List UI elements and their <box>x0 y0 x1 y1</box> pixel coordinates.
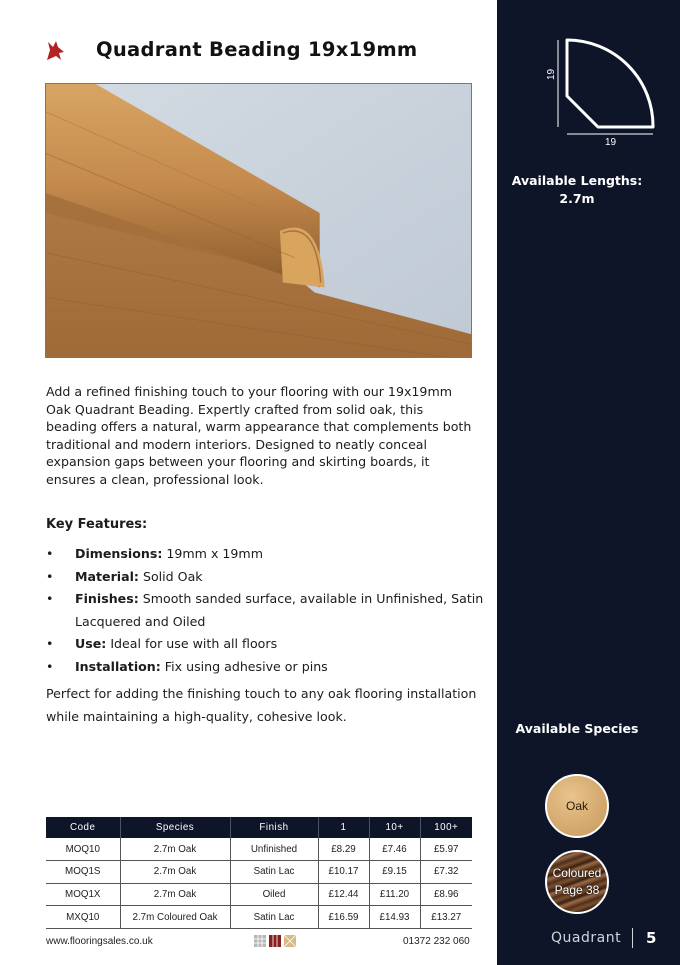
species-swatch-oak[interactable] <box>545 774 609 838</box>
feature-label: Finishes: <box>75 591 139 607</box>
col-finish: Finish <box>230 817 318 838</box>
cell-code: MXQ10 <box>46 906 120 929</box>
key-features-title: Key Features: <box>46 517 148 532</box>
cell-price-100: £5.97 <box>420 838 472 861</box>
cell-species: 2.7m Oak <box>120 861 230 884</box>
cell-price-10: £7.46 <box>369 838 420 861</box>
profile-width-label: 19 <box>605 137 617 148</box>
cell-species: 2.7m Coloured Oak <box>120 906 230 929</box>
footer-phone: 01372 232 060 <box>403 936 470 947</box>
feature-item <box>46 588 486 633</box>
col-species: Species <box>120 817 230 838</box>
cell-price-10: £9.15 <box>369 861 420 884</box>
cell-code: MOQ1S <box>46 861 120 884</box>
col-price-1: 1 <box>318 817 369 838</box>
feature-text: 19mm x 19mm <box>162 546 263 561</box>
section-label: Quadrant <box>551 930 622 946</box>
fox-logo-icon <box>44 38 66 62</box>
cell-code: MOQ1X <box>46 883 120 906</box>
feature-label: Installation: <box>75 658 161 674</box>
cell-price-1: £12.44 <box>318 883 369 906</box>
feature-text: Ideal for use with all floors <box>106 636 278 652</box>
feature-text: Fix using adhesive or pins <box>160 658 328 674</box>
cell-price-100: £8.96 <box>420 883 472 906</box>
col-price-100: 100+ <box>420 817 472 838</box>
price-table <box>46 817 472 929</box>
table-row <box>46 861 472 884</box>
available-species-title: Available Species <box>515 721 639 736</box>
cell-price-10: £11.20 <box>369 883 420 906</box>
species-label: Oak <box>565 798 588 813</box>
feature-item <box>46 633 486 656</box>
table-row <box>46 906 472 929</box>
available-lengths-value: 2.7m <box>559 191 595 206</box>
feature-text: Solid Oak <box>138 568 203 584</box>
feature-label: Dimensions: <box>75 546 163 561</box>
cell-price-100: £13.27 <box>420 906 472 929</box>
cell-price-1: £16.59 <box>318 906 369 929</box>
quadrant-profile-diagram <box>545 30 665 148</box>
profile-height-label: 19 <box>546 68 557 80</box>
cell-finish: Satin Lac <box>230 906 318 929</box>
cell-species: 2.7m Oak <box>120 838 230 861</box>
cell-finish: Unfinished <box>230 838 318 861</box>
key-features-list <box>46 543 486 679</box>
cell-finish: Oiled <box>230 883 318 906</box>
closing-text: Perfect for adding the finishing touch to any oak flooring installation while maintaining a high-quality, cohesive look. <box>46 686 477 724</box>
table-row <box>46 838 472 861</box>
available-lengths-title: Available Lengths: <box>511 173 643 188</box>
page-divider <box>632 928 633 948</box>
page-number: 5 <box>646 929 657 947</box>
feature-label: Material: <box>75 568 139 584</box>
table-row <box>46 883 472 906</box>
feature-item <box>46 566 486 589</box>
feature-item <box>46 543 486 566</box>
cell-price-10: £14.93 <box>369 906 420 929</box>
product-description: Add a refined finishing touch to your flooring with our 19x19mm Oak Quadrant Beading. Expertly crafted from solid oak, this beading offers a natural, warm appearance that complements both traditional and modern interiors. Designed to neatly conceal expansion gaps between your flooring and skirting boards, it ensures a clean, professional look. <box>46 384 472 487</box>
col-code: Code <box>46 817 120 838</box>
feature-item <box>46 656 486 679</box>
cell-code: MOQ10 <box>46 838 120 861</box>
feature-text: Smooth sanded surface, available in Unfinished, Satin Lacquered and Oiled <box>75 591 484 629</box>
footer-website: www.flooringsales.co.uk <box>46 936 153 947</box>
product-photo <box>45 83 472 358</box>
flooring-patterns-icon <box>254 934 298 948</box>
cell-price-1: £8.29 <box>318 838 369 861</box>
species-swatch-coloured[interactable] <box>545 850 609 914</box>
price-table-header <box>46 817 472 838</box>
feature-label: Use: <box>75 636 107 652</box>
cell-price-1: £10.17 <box>318 861 369 884</box>
species-label: Coloured Page 38 <box>552 866 602 897</box>
page-title: Quadrant Beading 19x19mm <box>96 38 418 61</box>
cell-species: 2.7m Oak <box>120 883 230 906</box>
col-price-10: 10+ <box>369 817 420 838</box>
cell-price-100: £7.32 <box>420 861 472 884</box>
cell-finish: Satin Lac <box>230 861 318 884</box>
available-lengths <box>502 172 652 208</box>
